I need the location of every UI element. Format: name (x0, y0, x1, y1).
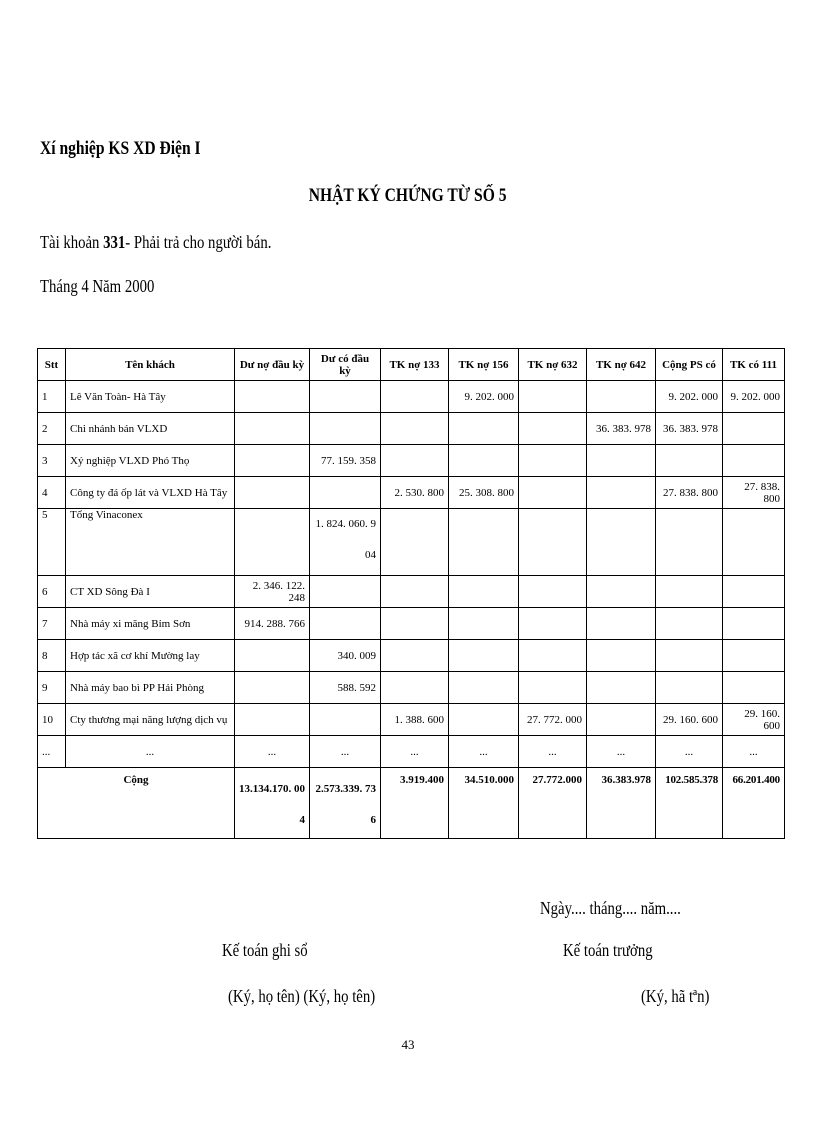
cell-opening-credit: 1. 824. 060. 904 (310, 509, 381, 576)
cell-total-credit (656, 672, 723, 704)
cell-opening-debit (235, 381, 310, 413)
cell-debit-156 (449, 672, 519, 704)
cell-debit-632 (519, 672, 587, 704)
table-row (38, 736, 785, 768)
total-cell: 13.134.170. 004 (235, 768, 310, 839)
ledger-table (37, 348, 785, 839)
period: Tháng 4 Năm 2000 (40, 276, 155, 296)
cell-debit-133: ... (381, 736, 449, 768)
cell-stt: 1 (38, 381, 66, 413)
cell-debit-642 (587, 445, 656, 477)
cell-customer: ... (66, 736, 235, 768)
cell-debit-632 (519, 413, 587, 445)
col-header-debit-632: TK nợ 632 (519, 349, 587, 381)
table-row (38, 704, 785, 736)
table-row (38, 381, 785, 413)
cell-credit-111 (723, 413, 785, 445)
table-row (38, 672, 785, 704)
signer-left-note: (Ký, họ tên) (Ký, họ tên) (228, 986, 376, 1006)
cell-customer: Nhà máy xi măng Bỉm Sơn (66, 608, 235, 640)
cell-total-credit (656, 576, 723, 608)
cell-stt: 7 (38, 608, 66, 640)
cell-debit-632 (519, 445, 587, 477)
cell-debit-642 (587, 672, 656, 704)
cell-stt: 5 (38, 509, 66, 576)
cell-opening-debit (235, 640, 310, 672)
table-row (38, 509, 785, 576)
cell-opening-credit (310, 576, 381, 608)
cell-customer: Hợp tác xã cơ khí Mường lay (66, 640, 235, 672)
table-header-row (38, 349, 785, 381)
cell-debit-632 (519, 381, 587, 413)
cell-opening-debit (235, 445, 310, 477)
cell-debit-642 (587, 381, 656, 413)
cell-debit-632 (519, 608, 587, 640)
cell-total-credit (656, 640, 723, 672)
col-header-credit-111: TK có 111 (723, 349, 785, 381)
cell-opening-credit: 340. 009 (310, 640, 381, 672)
cell-debit-133 (381, 445, 449, 477)
cell-debit-133 (381, 576, 449, 608)
cell-debit-156: ... (449, 736, 519, 768)
cell-debit-632 (519, 640, 587, 672)
cell-opening-credit (310, 413, 381, 445)
cell-debit-632 (519, 477, 587, 509)
cell-customer: Công ty đá ốp lát và VLXD Hà Tây (66, 477, 235, 509)
cell-credit-111 (723, 608, 785, 640)
cell-opening-credit: 588. 592 (310, 672, 381, 704)
cell-stt: 2 (38, 413, 66, 445)
cell-credit-111 (723, 672, 785, 704)
cell-opening-credit (310, 381, 381, 413)
cell-credit-111 (723, 640, 785, 672)
cell-debit-156: 9. 202. 000 (449, 381, 519, 413)
table-row (38, 413, 785, 445)
cell-customer: CT XD Sông Đà I (66, 576, 235, 608)
cell-credit-111 (723, 576, 785, 608)
total-cell: 102.585.378 (656, 768, 723, 839)
cell-credit-111 (723, 445, 785, 477)
cell-customer: Tổng Vinaconex (66, 509, 235, 576)
cell-customer: Chi nhánh bán VLXD (66, 413, 235, 445)
cell-debit-642 (587, 576, 656, 608)
document-title-text: NHẬT KÝ CHỨNG TỪ SỐ 5 (309, 185, 507, 206)
cell-debit-156 (449, 445, 519, 477)
cell-total-credit: 9. 202. 000 (656, 381, 723, 413)
cell-credit-111: 9. 202. 000 (723, 381, 785, 413)
cell-credit-111: ... (723, 736, 785, 768)
cell-total-credit (656, 509, 723, 576)
cell-credit-111: 27. 838. 800 (723, 477, 785, 509)
cell-debit-642 (587, 509, 656, 576)
col-header-opening-debit: Dư nợ đầu kỳ (235, 349, 310, 381)
total-cell: 66.201.400 (723, 768, 785, 839)
cell-debit-133 (381, 413, 449, 445)
table-row (38, 477, 785, 509)
cell-debit-642: 36. 383. 978 (587, 413, 656, 445)
signer-right-note: (Ký, hã tªn) (641, 986, 710, 1006)
cell-customer: Xý nghiệp VLXD Phó Thọ (66, 445, 235, 477)
col-header-opening-credit: Dư có đầu kỳ (310, 349, 381, 381)
table-row (38, 640, 785, 672)
signer-right-title: Kế toán trưởng (563, 940, 653, 960)
account-description: - Phải trả cho người bán. (125, 232, 272, 252)
cell-opening-debit: 2. 346. 122. 248 (235, 576, 310, 608)
cell-credit-111 (723, 509, 785, 576)
cell-opening-debit (235, 477, 310, 509)
cell-debit-156 (449, 509, 519, 576)
cell-stt: 4 (38, 477, 66, 509)
col-header-customer: Tên khách (66, 349, 235, 381)
total-cell: 3.919.400 (381, 768, 449, 839)
cell-opening-debit: 914. 288. 766 (235, 608, 310, 640)
cell-debit-133: 1. 388. 600 (381, 704, 449, 736)
total-row (38, 768, 785, 839)
cell-debit-156: 25. 308. 800 (449, 477, 519, 509)
total-cell: 36.383.978 (587, 768, 656, 839)
cell-stt: 10 (38, 704, 66, 736)
table-row (38, 608, 785, 640)
cell-opening-credit (310, 477, 381, 509)
cell-debit-156 (449, 608, 519, 640)
cell-debit-642 (587, 640, 656, 672)
total-cell: 34.510.000 (449, 768, 519, 839)
cell-debit-133 (381, 509, 449, 576)
cell-debit-642: ... (587, 736, 656, 768)
cell-stt: 8 (38, 640, 66, 672)
cell-stt: 6 (38, 576, 66, 608)
cell-opening-credit: 77. 159. 358 (310, 445, 381, 477)
cell-stt: 3 (38, 445, 66, 477)
cell-stt: 9 (38, 672, 66, 704)
col-header-debit-133: TK nợ 133 (381, 349, 449, 381)
total-label: Cộng (38, 768, 235, 839)
cell-debit-133 (381, 381, 449, 413)
cell-debit-156 (449, 704, 519, 736)
cell-customer: Lê Văn Toàn- Hà Tây (66, 381, 235, 413)
cell-debit-632 (519, 576, 587, 608)
col-header-debit-156: TK nợ 156 (449, 349, 519, 381)
date-line: Ngày.... tháng.... năm.... (540, 898, 681, 918)
cell-customer: Nhà máy bao bì PP Hải Phòng (66, 672, 235, 704)
cell-total-credit (656, 445, 723, 477)
cell-debit-133 (381, 608, 449, 640)
col-header-debit-642: TK nợ 642 (587, 349, 656, 381)
cell-opening-debit (235, 704, 310, 736)
account-code: 331 (103, 232, 126, 252)
cell-debit-133: 2. 530. 800 (381, 477, 449, 509)
col-header-total-credit: Cộng PS có (656, 349, 723, 381)
cell-debit-642 (587, 704, 656, 736)
document-title (0, 185, 816, 207)
cell-credit-111: 29. 160. 600 (723, 704, 785, 736)
cell-total-credit: ... (656, 736, 723, 768)
cell-opening-credit: ... (310, 736, 381, 768)
cell-debit-642 (587, 608, 656, 640)
cell-debit-642 (587, 477, 656, 509)
cell-total-credit: 36. 383. 978 (656, 413, 723, 445)
cell-customer: Cty thương mại năng lượng dịch vụ (66, 704, 235, 736)
company-name: Xí nghiệp KS XD Điện I (40, 138, 201, 159)
cell-total-credit (656, 608, 723, 640)
cell-debit-133 (381, 672, 449, 704)
cell-debit-632: 27. 772. 000 (519, 704, 587, 736)
cell-opening-debit (235, 672, 310, 704)
cell-debit-632: ... (519, 736, 587, 768)
cell-total-credit: 27. 838. 800 (656, 477, 723, 509)
cell-debit-133 (381, 640, 449, 672)
cell-opening-debit (235, 413, 310, 445)
cell-opening-credit (310, 704, 381, 736)
cell-debit-632 (519, 509, 587, 576)
table-row (38, 576, 785, 608)
cell-opening-debit: ... (235, 736, 310, 768)
cell-opening-credit (310, 608, 381, 640)
page-number: 43 (401, 1037, 415, 1052)
cell-opening-debit (235, 509, 310, 576)
col-header-stt: Stt (38, 349, 66, 381)
signer-left-title: Kế toán ghi sổ (222, 940, 308, 960)
cell-stt: ... (38, 736, 66, 768)
cell-debit-156 (449, 640, 519, 672)
account-prefix: Tài khoản (40, 232, 104, 252)
cell-debit-156 (449, 576, 519, 608)
total-cell: 27.772.000 (519, 768, 587, 839)
cell-debit-156 (449, 413, 519, 445)
table-row (38, 445, 785, 477)
cell-total-credit: 29. 160. 600 (656, 704, 723, 736)
total-cell: 2.573.339. 736 (310, 768, 381, 839)
account-line (40, 232, 271, 253)
